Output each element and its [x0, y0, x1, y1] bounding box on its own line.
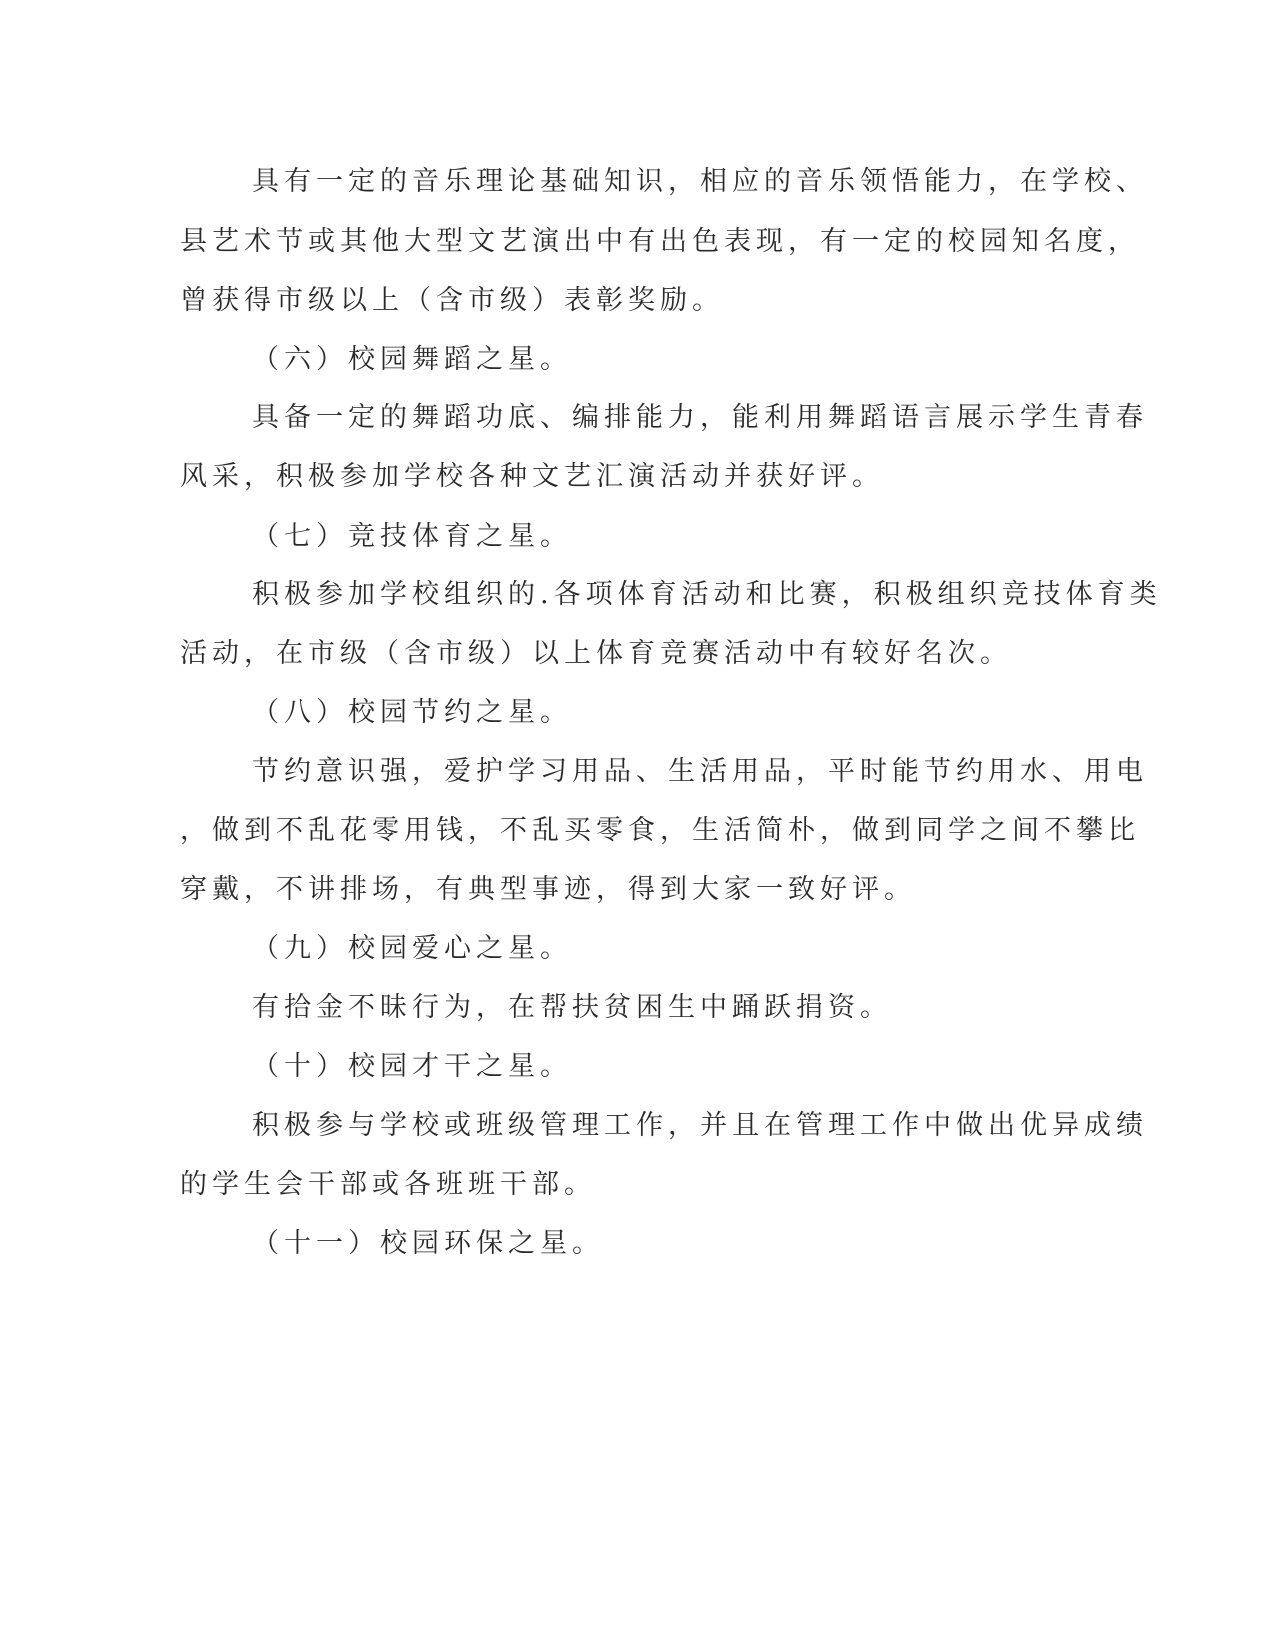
text-line: 活动，在市级（含市级）以上体育竞赛活动中有较好名次。: [180, 638, 1012, 669]
text-line: 积极参与学校或班级管理工作，并且在管理工作中做出优异成绩: [252, 1110, 1148, 1141]
text-line: 积极参加学校组织的.各项体育活动和比赛，积极组织竞技体育类: [252, 579, 1162, 610]
text-line: 有拾金不昧行为，在帮扶贫困生中踊跃捐资。: [252, 992, 892, 1023]
text-line: 具有一定的音乐理论基础知识，相应的音乐领悟能力，在学校、: [252, 166, 1148, 197]
text-line: 节约意识强，爱护学习用品、生活用品，平时能节约用水、用电: [252, 756, 1148, 787]
section-heading: （十）校园才干之星。: [252, 1051, 572, 1082]
text-line: 风采，积极参加学校各种文艺汇演活动并获好评。: [180, 461, 884, 492]
section-heading: （十一）校园环保之星。: [252, 1228, 604, 1259]
section-heading: （九）校园爱心之星。: [252, 933, 572, 964]
text-line: 具备一定的舞蹈功底、编排能力，能利用舞蹈语言展示学生青春: [252, 402, 1148, 433]
section-heading: （七）竞技体育之星。: [252, 521, 572, 552]
text-line: 的学生会干部或各班班干部。: [180, 1169, 596, 1200]
text-line: 穿戴，不讲排场，有典型事迹，得到大家一致好评。: [180, 874, 916, 905]
text-line: ，做到不乱花零用钱，不乱买零食，生活简朴，做到同学之间不攀比: [180, 815, 1140, 846]
text-line: 曾获得市级以上（含市级）表彰奖励。: [180, 285, 724, 316]
section-heading: （八）校园节约之星。: [252, 697, 572, 728]
text-line: 县艺术节或其他大型文艺演出中有出色表现，有一定的校园知名度，: [180, 226, 1140, 257]
section-heading: （六）校园舞蹈之星。: [252, 344, 572, 375]
